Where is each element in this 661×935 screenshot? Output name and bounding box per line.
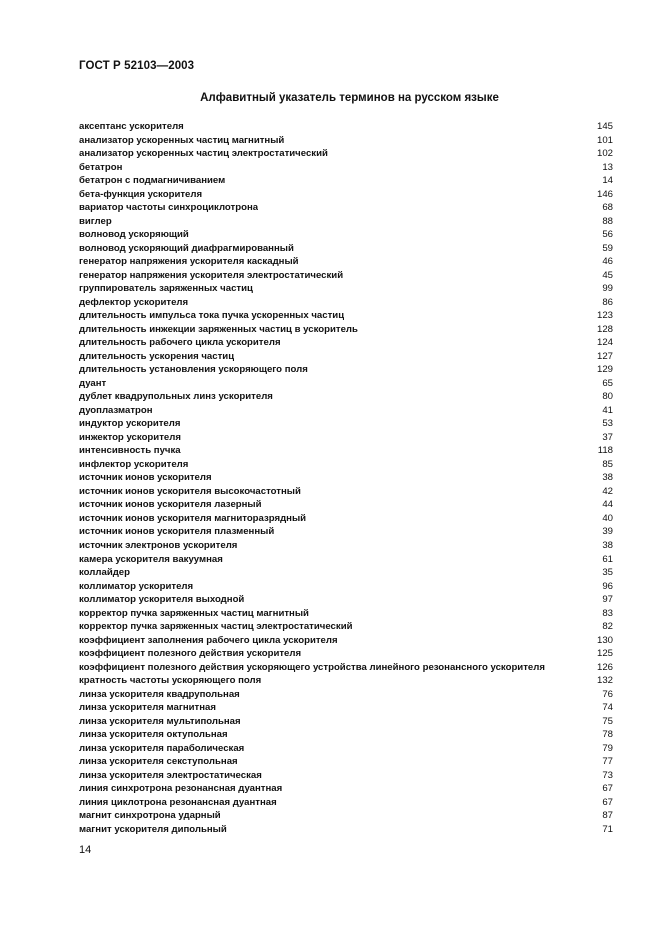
index-term-page: 44: [602, 499, 613, 511]
index-term-page: 67: [602, 783, 613, 795]
index-term: коэффициент полезного действия ускорителя: [79, 648, 302, 660]
index-entry: [79, 120, 613, 134]
index-entry: [79, 647, 613, 661]
index-term: группирователь заряженных частиц: [79, 283, 253, 295]
index-entry: [79, 539, 613, 553]
index-term: источник ионов ускорителя высокочастотный: [79, 485, 301, 497]
index-entry: [79, 742, 613, 756]
index-term: волновод ускоряющий: [79, 229, 189, 241]
index-term-page: 102: [596, 148, 613, 160]
index-term-page: 85: [602, 458, 613, 470]
index-entry: [79, 634, 613, 648]
index-entry: [79, 769, 613, 783]
index-term: интенсивность пучка: [79, 445, 181, 457]
index-entry: [79, 296, 613, 310]
index-entry: [79, 431, 613, 445]
index-entry: [79, 228, 613, 242]
index-title: Алфавитный указатель терминов на русском языке: [200, 92, 499, 104]
index-term: источник ионов ускорителя: [79, 472, 212, 484]
index-term: кратность частоты ускоряющего поля: [79, 675, 262, 687]
index-term: дефлектор ускорителя: [79, 296, 189, 308]
index-term-page: 71: [602, 823, 613, 835]
index-entry: [79, 755, 613, 769]
index-term-page: 126: [596, 661, 613, 673]
index-term-page: 128: [596, 323, 613, 335]
index-entry: [79, 593, 613, 607]
index-term: линза ускорителя секступольная: [79, 756, 238, 768]
index-term-page: 146: [596, 188, 613, 200]
index-term: коллиматор ускорителя выходной: [79, 594, 245, 606]
index-entry: [79, 471, 613, 485]
index-term: дублет квадрупольных линз ускорителя: [79, 391, 273, 403]
index-term: генератор напряжения ускорителя каскадный: [79, 256, 299, 268]
index-term: источник ионов ускорителя плазменный: [79, 526, 275, 538]
index-entry: [79, 282, 613, 296]
index-term: анализатор ускоренных частиц электростатический: [79, 148, 328, 160]
index-entry: [79, 796, 613, 810]
index-term-page: 38: [602, 539, 613, 551]
index-term: инфлектор ускорителя: [79, 458, 189, 470]
index-term: индуктор ускорителя: [79, 418, 181, 430]
index-term-page: 87: [602, 810, 613, 822]
index-term: анализатор ускоренных частиц магнитный: [79, 134, 285, 146]
index-entry: [79, 688, 613, 702]
index-term-page: 77: [602, 756, 613, 768]
index-term: корректор пучка заряженных частиц магнитный: [79, 607, 309, 619]
index-term: магнит ускорителя дипольный: [79, 823, 227, 835]
index-entry: [79, 363, 613, 377]
index-term-page: 145: [596, 121, 613, 132]
index-entry: [79, 728, 613, 742]
index-entry: [79, 147, 613, 161]
index-term: бетатрон: [79, 161, 123, 173]
index-term-page: 78: [602, 729, 613, 741]
index-term-page: 132: [596, 675, 613, 687]
index-term-page: 38: [602, 472, 613, 484]
index-entry: [79, 336, 613, 350]
index-term: генератор напряжения ускорителя электростатический: [79, 269, 344, 281]
index-entry: [79, 512, 613, 526]
index-term: источник электронов ускорителя: [79, 539, 238, 551]
index-term: коллайдер: [79, 567, 131, 579]
index-term-page: 75: [602, 715, 613, 727]
index-term-page: 65: [602, 377, 613, 389]
index-term: дуант: [79, 377, 107, 389]
index-term-page: 118: [597, 445, 613, 457]
index-term: вариатор частоты синхроциклотрона: [79, 202, 259, 214]
index-term: линза ускорителя октупольная: [79, 729, 228, 741]
index-term: длительность установления ускоряющего поля: [79, 364, 308, 376]
index-entry: [79, 255, 613, 269]
index-entry: [79, 566, 613, 580]
index-term: длительность импульса тока пучка ускоренных частиц: [79, 310, 345, 322]
index-term-page: 68: [602, 202, 613, 214]
index-term-page: 82: [602, 621, 613, 633]
index-entry: [79, 269, 613, 283]
index-term-page: 46: [602, 256, 613, 268]
index-term: длительность рабочего цикла ускорителя: [79, 337, 281, 349]
index-term: бета-функция ускорителя: [79, 188, 203, 200]
index-entry: [79, 674, 613, 688]
index-term-page: 45: [602, 269, 613, 281]
index-term-page: 67: [602, 796, 613, 808]
index-term-page: 40: [602, 512, 613, 524]
index-entry: [79, 823, 613, 837]
index-term-page: 88: [602, 215, 613, 227]
index-term-page: 59: [602, 242, 613, 254]
index-term-page: 41: [602, 404, 613, 416]
index-term-page: 96: [602, 580, 613, 592]
index-term-page: 124: [596, 337, 613, 349]
index-term: линза ускорителя параболическая: [79, 742, 245, 754]
index-term: волновод ускоряющий диафрагмированный: [79, 242, 294, 254]
index-entry: [79, 782, 613, 796]
index-term: линза ускорителя мультипольная: [79, 715, 241, 727]
index-term: магнит синхротрона ударный: [79, 810, 221, 822]
index-entry: [79, 607, 613, 621]
index-term: линза ускорителя электростатическая: [79, 769, 262, 781]
index-term: линза ускорителя магнитная: [79, 702, 216, 714]
page-number: 14: [79, 844, 92, 856]
index-entry: [79, 134, 613, 148]
index-entry: [79, 715, 613, 729]
index-term-page: 61: [602, 553, 613, 565]
index-term: линза ускорителя квадрупольная: [79, 688, 240, 700]
index-entry: [79, 404, 613, 418]
index-term-page: 83: [602, 607, 613, 619]
index-term: коллиматор ускорителя: [79, 580, 194, 592]
index-term: аксептанс ускорителя: [79, 121, 184, 132]
index-entry: [79, 188, 613, 202]
index-entry: [79, 580, 613, 594]
index-term-page: 37: [602, 431, 613, 443]
index-term-page: 129: [596, 364, 613, 376]
index-term-page: 99: [602, 283, 613, 295]
index-entry: [79, 525, 613, 539]
index-term-page: 101: [596, 134, 613, 146]
index-entry: [79, 201, 613, 215]
index-term-page: 130: [596, 634, 613, 646]
index-entry: [79, 701, 613, 715]
index-term: длительность инжекции заряженных частиц в ускоритель: [79, 323, 358, 335]
index-term: линия циклотрона резонансная дуантная: [79, 796, 277, 808]
index-entry: [79, 620, 613, 634]
index-term-page: 80: [602, 391, 613, 403]
index-entry: [79, 215, 613, 229]
index-term-page: 35: [602, 567, 613, 579]
index-entry: [79, 390, 613, 404]
index-term-page: 53: [602, 418, 613, 430]
index-term-page: 74: [602, 702, 613, 714]
index-term-page: 123: [596, 310, 613, 322]
index-term-page: 73: [602, 769, 613, 781]
index-entry: [79, 377, 613, 391]
index-term-page: 14: [602, 175, 613, 187]
index-term-page: 97: [602, 594, 613, 606]
index-term-page: 13: [602, 161, 613, 173]
index-entry: [79, 498, 613, 512]
index-entry: [79, 444, 613, 458]
index-entry: [79, 174, 613, 188]
index-entry: [79, 458, 613, 472]
index-term: камера ускорителя вакуумная: [79, 553, 223, 565]
index-term-page: 76: [602, 688, 613, 700]
index-term: длительность ускорения частиц: [79, 350, 235, 362]
index-term-page: 39: [602, 526, 613, 538]
index-entry: [79, 553, 613, 567]
index-entry: [79, 485, 613, 499]
index-term: дуоплазматрон: [79, 404, 153, 416]
index-term-page: 86: [602, 296, 613, 308]
index-term: коэффициент полезного действия ускоряющего устройства линейного резонансного ускорителя: [79, 661, 545, 673]
index-term-page: 56: [602, 229, 613, 241]
index-term: источник ионов ускорителя лазерный: [79, 499, 262, 511]
index-entry: [79, 161, 613, 175]
index-term: коэффициент заполнения рабочего цикла ускорителя: [79, 634, 338, 646]
index-entry: [79, 323, 613, 337]
index-term: бетатрон с подмагничиванием: [79, 175, 226, 187]
index-term: корректор пучка заряженных частиц электростатический: [79, 621, 353, 633]
index-term: виглер: [79, 215, 112, 227]
index-entry: [79, 309, 613, 323]
index-term-page: 127: [596, 350, 613, 362]
index-entry: [79, 242, 613, 256]
index-entry: [79, 350, 613, 364]
index-term: инжектор ускорителя: [79, 431, 181, 443]
index-term-page: 79: [602, 742, 613, 754]
index-term: линия синхротрона резонансная дуантная: [79, 783, 283, 795]
index-entry: [79, 417, 613, 431]
term-index-list: [79, 120, 613, 836]
index-entry: [79, 661, 613, 675]
document-code: ГОСТ Р 52103—2003: [79, 60, 195, 72]
index-term-page: 125: [596, 648, 613, 660]
index-term: источник ионов ускорителя магниторазрядный: [79, 512, 307, 524]
index-term-page: 42: [602, 485, 613, 497]
index-entry: [79, 809, 613, 823]
